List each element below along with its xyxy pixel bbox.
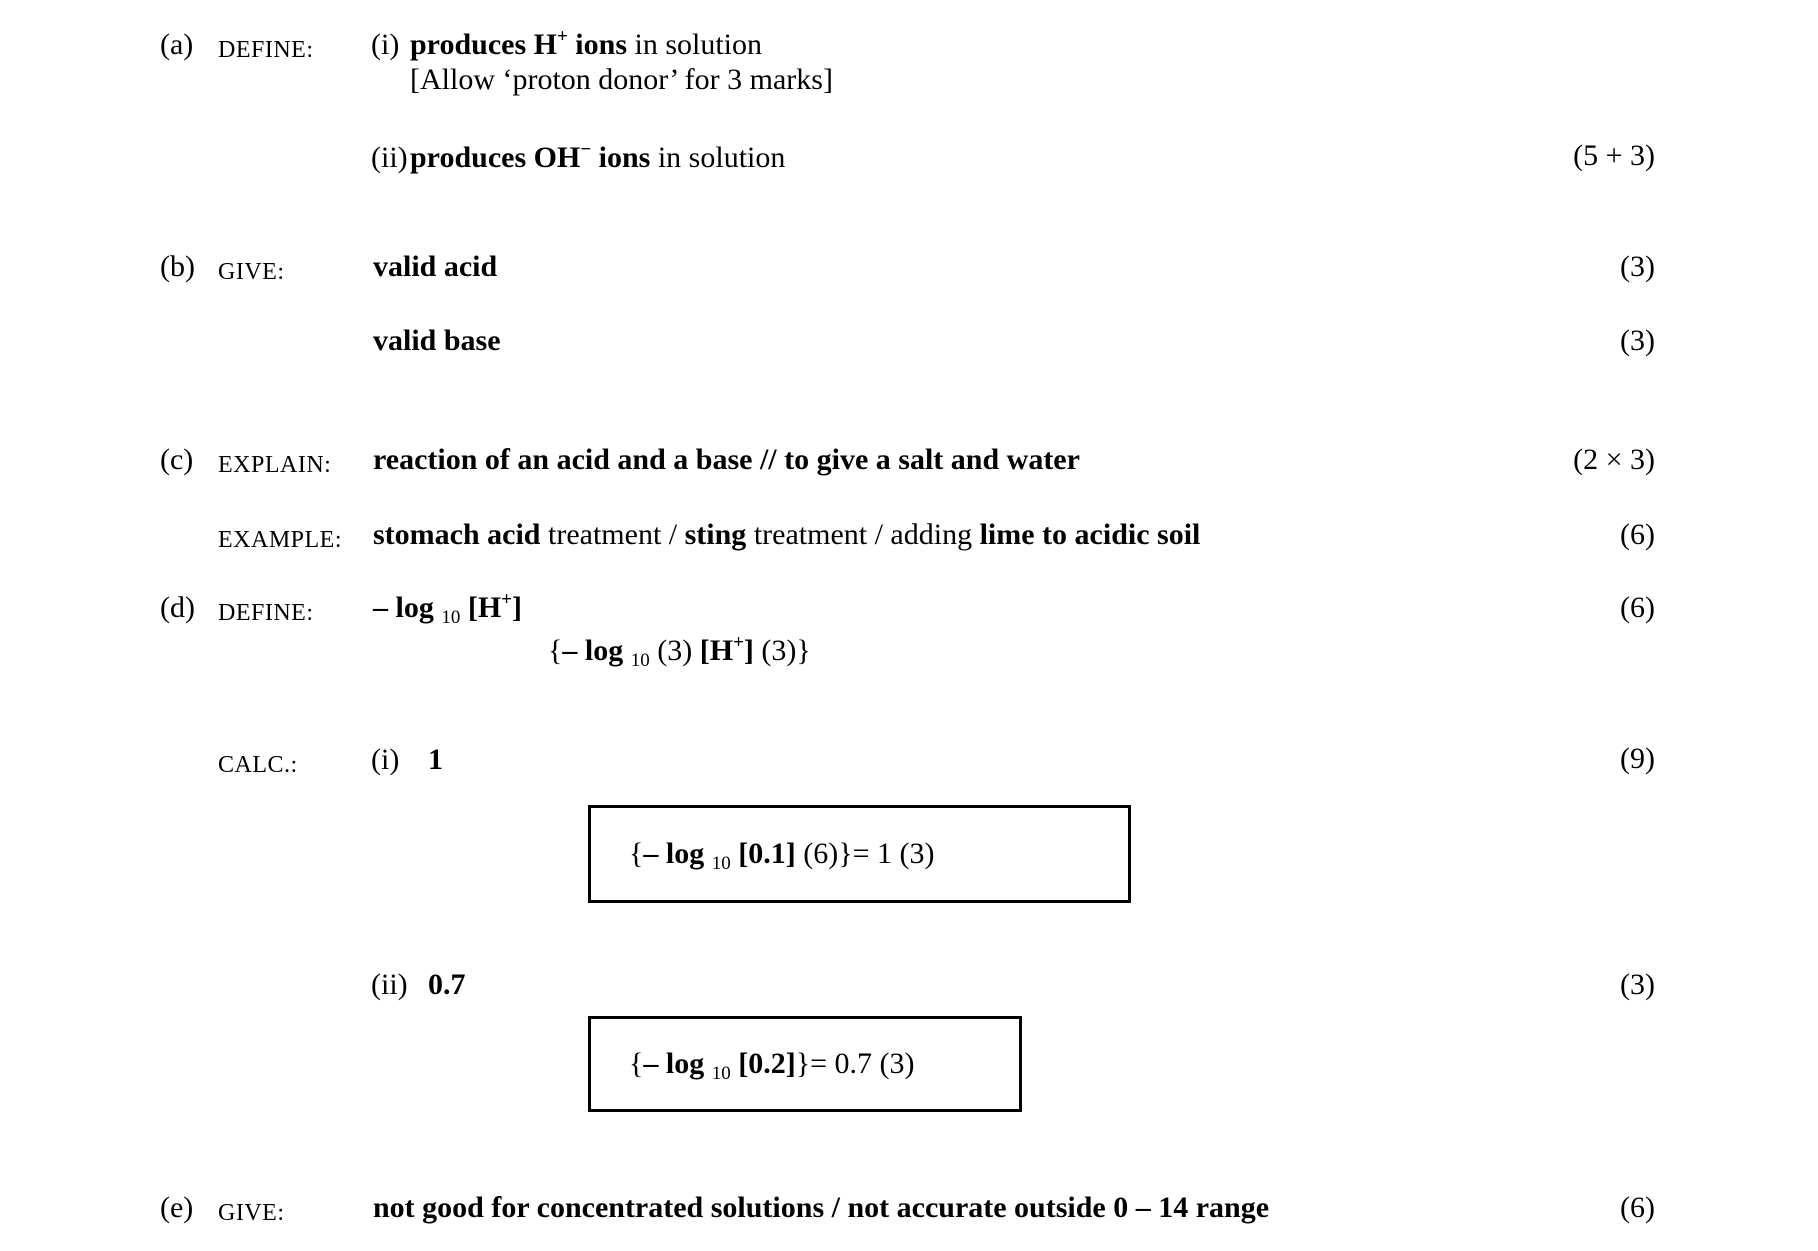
calc-i-answer-formula: {– log $_{10}$ [0.1] (6)}= 1 (3) (629, 837, 935, 874)
calc-ii-answer-formula: {– log $_{10}$ [0.2]}= 0.7 (3) (629, 1047, 915, 1084)
section-a-item-i-note: [Allow ‘proton donor’ for 3 marks] (410, 63, 833, 96)
section-c-explain-mark: (2 × 3) (1573, 443, 1655, 476)
calc-ii-mark: (3) (1620, 968, 1655, 1001)
calc-ii-numeral: (ii) (371, 968, 408, 1001)
section-b-row1-text: valid acid (373, 250, 498, 283)
section-e-label: GIVE: (218, 1200, 285, 1226)
calc-ii-value: 0.7 (428, 968, 466, 1001)
section-c-label: EXPLAIN: (218, 452, 332, 478)
section-a-item-i-text: produces H+ ions in solution (410, 26, 763, 61)
section-c-example-mark: (6) (1620, 518, 1655, 551)
section-b-row2-mark: (3) (1620, 324, 1655, 357)
section-e-mark: (6) (1620, 1191, 1655, 1224)
section-d-definition-formula: – log $_{10}$ [H+] (373, 589, 522, 628)
section-b-row2-text: valid base (373, 324, 501, 357)
section-a-item-ii-numeral: (ii) (371, 141, 408, 174)
section-a-mark: (5 + 3) (1573, 139, 1655, 172)
section-d-definition-mark: (6) (1620, 591, 1655, 624)
section-c-example-text: stomach acid treatment / sting treatment / adding lime to acidic soil (373, 518, 1201, 551)
section-a-item-i-numeral: (i) (371, 28, 400, 61)
calc-i-value: 1 (428, 743, 443, 776)
calc-i-numeral: (i) (371, 743, 400, 776)
calc-i-mark: (9) (1620, 742, 1655, 775)
section-b-label: GIVE: (218, 259, 285, 285)
section-a-item-ii-text: produces OH− ions in solution (410, 139, 786, 174)
section-b-row1-mark: (3) (1620, 250, 1655, 283)
calc-i-answer-box (588, 805, 1131, 903)
section-d-label: DEFINE: (218, 600, 314, 626)
section-d-letter: (d) (160, 591, 195, 624)
section-c-letter: (c) (160, 443, 194, 476)
section-c-example-label: EXAMPLE: (218, 527, 342, 553)
section-e-letter: (e) (160, 1191, 194, 1224)
section-a-letter: (a) (160, 28, 194, 61)
calc-ii-answer-box (588, 1016, 1022, 1112)
section-d-calc-label: CALC.: (218, 752, 298, 778)
section-c-explain-text: reaction of an acid and a base // to give a salt and water (373, 443, 1080, 476)
section-a-label: DEFINE: (218, 37, 314, 63)
section-e-text: not good for concentrated solutions / not accurate outside 0 – 14 range (373, 1191, 1270, 1224)
section-d-definition-scheme: {– log $_{10}$ (3) [H+] (3)} (548, 632, 811, 671)
section-b-letter: (b) (160, 250, 195, 283)
